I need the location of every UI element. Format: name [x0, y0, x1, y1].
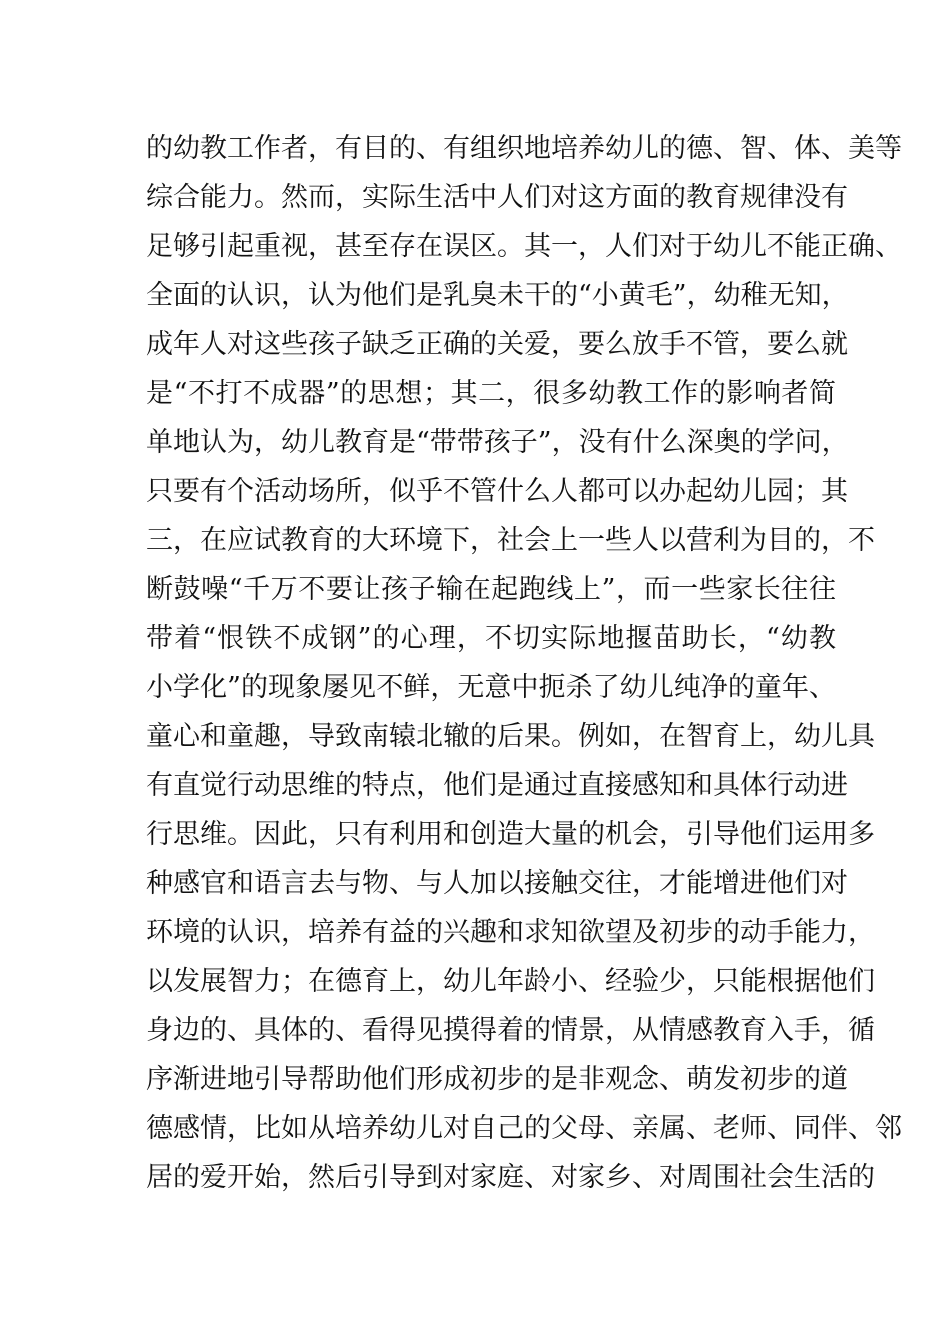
- text-line: 三，在应试教育的大环境下，社会上一些人以营利为目的，不: [146, 525, 875, 556]
- text-line: 身边的、具体的、看得见摸得着的情景，从情感教育入手，循: [146, 1015, 875, 1046]
- text-line: 环境的认识，培养有益的兴趣和求知欲望及初步的动手能力，: [146, 917, 875, 948]
- text-line: 全面的认识，认为他们是乳臭未干的“小黄毛”，幼稚无知，: [146, 280, 849, 311]
- text-line: 成年人对这些孩子缺乏正确的关爱，要么放手不管，要么就: [146, 329, 848, 360]
- text-line: 居的爱开始，然后引导到对家庭、对家乡、对周围社会生活的: [146, 1162, 875, 1193]
- text-line: 德感情，比如从培养幼儿对自己的父母、亲属、老师、同伴、邻: [146, 1113, 902, 1144]
- text-line: 足够引起重视，甚至存在误区。其一，人们对于幼儿不能正确、: [146, 231, 902, 262]
- text-line: 只要有个活动场所，似乎不管什么人都可以办起幼儿园；其: [146, 476, 848, 507]
- text-line: 种感官和语言去与物、与人加以接触交往，才能增进他们对: [146, 868, 848, 899]
- text-line: 行思维。因此，只有利用和创造大量的机会，引导他们运用多: [146, 819, 875, 850]
- text-line: 单地认为，幼儿教育是“带带孩子”，没有什么深奥的学问，: [146, 427, 849, 458]
- text-line: 综合能力。然而，实际生活中人们对这方面的教育规律没有: [146, 182, 848, 213]
- text-line: 序渐进地引导帮助他们形成初步的是非观念、萌发初步的道: [146, 1064, 848, 1095]
- text-line: 小学化”的现象屡见不鲜，无意中扼杀了幼儿纯净的童年、: [146, 672, 836, 703]
- text-line: 断鼓噪“千万不要让孩子输在起跑线上”，而一些家长往往: [146, 574, 836, 605]
- body-text: [146, 124, 902, 1202]
- text-line: 有直觉行动思维的特点，他们是通过直接感知和具体行动进: [146, 770, 848, 801]
- text-line: 带着“恨铁不成钢”的心理，不切实际地揠苗助长，“幼教: [146, 623, 836, 654]
- text-line: 是“不打不成器”的思想；其二，很多幼教工作的影响者简: [146, 378, 836, 409]
- text-line: 童心和童趣，导致南辕北辙的后果。例如，在智育上，幼儿具: [146, 721, 875, 752]
- text-line: 的幼教工作者，有目的、有组织地培养幼儿的德、智、体、美等: [146, 133, 902, 164]
- text-line: 以发展智力；在德育上，幼儿年龄小、经验少，只能根据他们: [146, 966, 875, 997]
